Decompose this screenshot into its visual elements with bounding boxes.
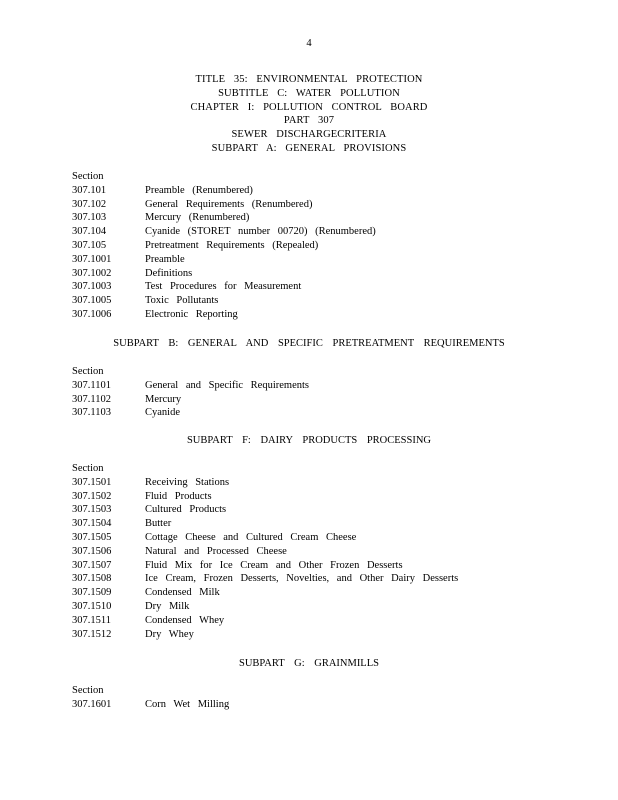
list-item: [72, 393, 592, 407]
section-title: Condensed Milk: [145, 587, 220, 599]
section-number: 307.1601: [72, 698, 112, 710]
section-number: 307.1509: [72, 587, 112, 599]
section-title: Toxic Pollutants: [145, 295, 219, 307]
list-item: [72, 253, 592, 267]
section-number: 307.1006: [72, 308, 112, 320]
section-title: Cultured Products: [145, 504, 227, 516]
subpart-b-list: [72, 365, 592, 420]
part-name-line: SEWER DISCHARGECRITERIA: [231, 129, 387, 141]
section-title: Definitions: [145, 267, 193, 279]
section-number: 307.1501: [72, 476, 112, 488]
list-item: [72, 211, 592, 225]
section-number: 307.1002: [72, 267, 112, 279]
list-item: [72, 294, 592, 308]
list-item: [72, 586, 592, 600]
list-item: [72, 600, 592, 614]
section-number: 307.102: [72, 198, 107, 210]
section-number: 307.101: [72, 184, 107, 196]
subpart-f-list: [72, 462, 592, 641]
section-number: 307.1507: [72, 559, 112, 571]
section-number: 307.1001: [72, 253, 112, 265]
list-item: [72, 545, 592, 559]
section-number: 307.103: [72, 212, 107, 224]
section-title: Cyanide (STORET number 00720) (Renumbered): [145, 226, 376, 238]
section-number: 307.1502: [72, 490, 112, 502]
list-item: [72, 267, 592, 281]
list-item: [72, 698, 592, 712]
subpart-a-list: [72, 170, 592, 322]
section-title: Cyanide: [145, 407, 180, 419]
list-item: [72, 476, 592, 490]
list-item: [72, 531, 592, 545]
subpart-g-heading: SUBPART G: GRAINMILLS: [239, 658, 379, 669]
list-item: [72, 308, 592, 322]
section-title: Preamble: [145, 253, 185, 265]
section-number: 307.1510: [72, 600, 112, 612]
section-number: 307.1102: [72, 393, 111, 405]
section-title: Fluid Products: [145, 490, 212, 502]
part-line: PART 307: [283, 115, 335, 127]
section-number: 307.1103: [72, 407, 111, 419]
section-number: 307.1512: [72, 628, 112, 640]
section-title: Natural and Processed Cheese: [145, 545, 287, 557]
section-title: Pretreatment Requirements (Repealed): [145, 239, 319, 251]
section-title: Test Procedures for Measurement: [145, 281, 302, 293]
section-title: Dry Whey: [145, 628, 194, 640]
list-item: [72, 517, 592, 531]
section-label: Section: [72, 366, 104, 377]
subpart-f-heading: SUBPART F: DAIRY PRODUCTS PROCESSING: [186, 435, 432, 446]
section-number: 307.1003: [72, 281, 112, 293]
section-title: General Requirements (Renumbered): [145, 198, 313, 210]
document-heading: [0, 73, 618, 156]
section-title: Mercury: [145, 393, 182, 405]
section-number: 307.1511: [72, 614, 111, 626]
section-title: Butter: [145, 518, 172, 530]
section-title: Condensed Whey: [145, 614, 225, 626]
section-title: Corn Wet Milling: [145, 698, 230, 710]
list-item: [72, 572, 592, 586]
title-line: TITLE 35: ENVIRONMENTAL PROTECTION: [195, 74, 423, 85]
section-title: Preamble (Renumbered): [145, 184, 253, 196]
section-title: Ice Cream, Frozen Desserts, Novelties, and Other Dairy Desserts: [145, 573, 459, 585]
section-title: Mercury (Renumbered): [145, 212, 250, 224]
list-item: [72, 379, 592, 393]
subpart-g-list: [72, 684, 592, 712]
section-number: 307.1101: [72, 379, 111, 391]
chapter-line: CHAPTER I: POLLUTION CONTROL BOARD: [190, 101, 428, 113]
section-number: 307.1505: [72, 531, 112, 543]
section-title: Electronic Reporting: [145, 308, 238, 320]
section-number: 307.1506: [72, 545, 112, 557]
list-item: [72, 503, 592, 517]
section-label: Section: [72, 171, 104, 182]
section-title: General and Specific Requirements: [145, 379, 309, 391]
section-label: Section: [72, 463, 104, 474]
list-item: [72, 239, 592, 253]
section-title: Dry Milk: [145, 600, 190, 612]
subpart-a-heading: SUBPART A: GENERAL PROVISIONS: [211, 142, 407, 154]
section-number: 307.1504: [72, 518, 112, 530]
section-number: 307.104: [72, 226, 107, 238]
list-item: [72, 614, 592, 628]
list-item: [72, 225, 592, 239]
list-item: [72, 406, 592, 420]
section-number: 307.105: [72, 239, 107, 251]
list-item: [72, 490, 592, 504]
page-number: 4: [306, 38, 312, 49]
section-label: Section: [72, 685, 104, 696]
subpart-b-heading: SUBPART B: GENERAL AND SPECIFIC PRETREATMENT REQUIREMENTS: [113, 338, 505, 349]
section-title: Cottage Cheese and Cultured Cream Cheese: [145, 531, 357, 543]
subtitle-line: SUBTITLE C: WATER POLLUTION: [218, 87, 400, 99]
list-item: [72, 559, 592, 573]
section-title: Fluid Mix for Ice Cream and Other Frozen Desserts: [145, 559, 403, 571]
section-number: 307.1503: [72, 504, 112, 516]
list-item: [72, 184, 592, 198]
section-title: Receiving Stations: [145, 476, 230, 488]
section-number: 307.1005: [72, 295, 112, 307]
list-item: [72, 628, 592, 642]
list-item: [72, 280, 592, 294]
list-item: [72, 198, 592, 212]
section-number: 307.1508: [72, 573, 112, 585]
